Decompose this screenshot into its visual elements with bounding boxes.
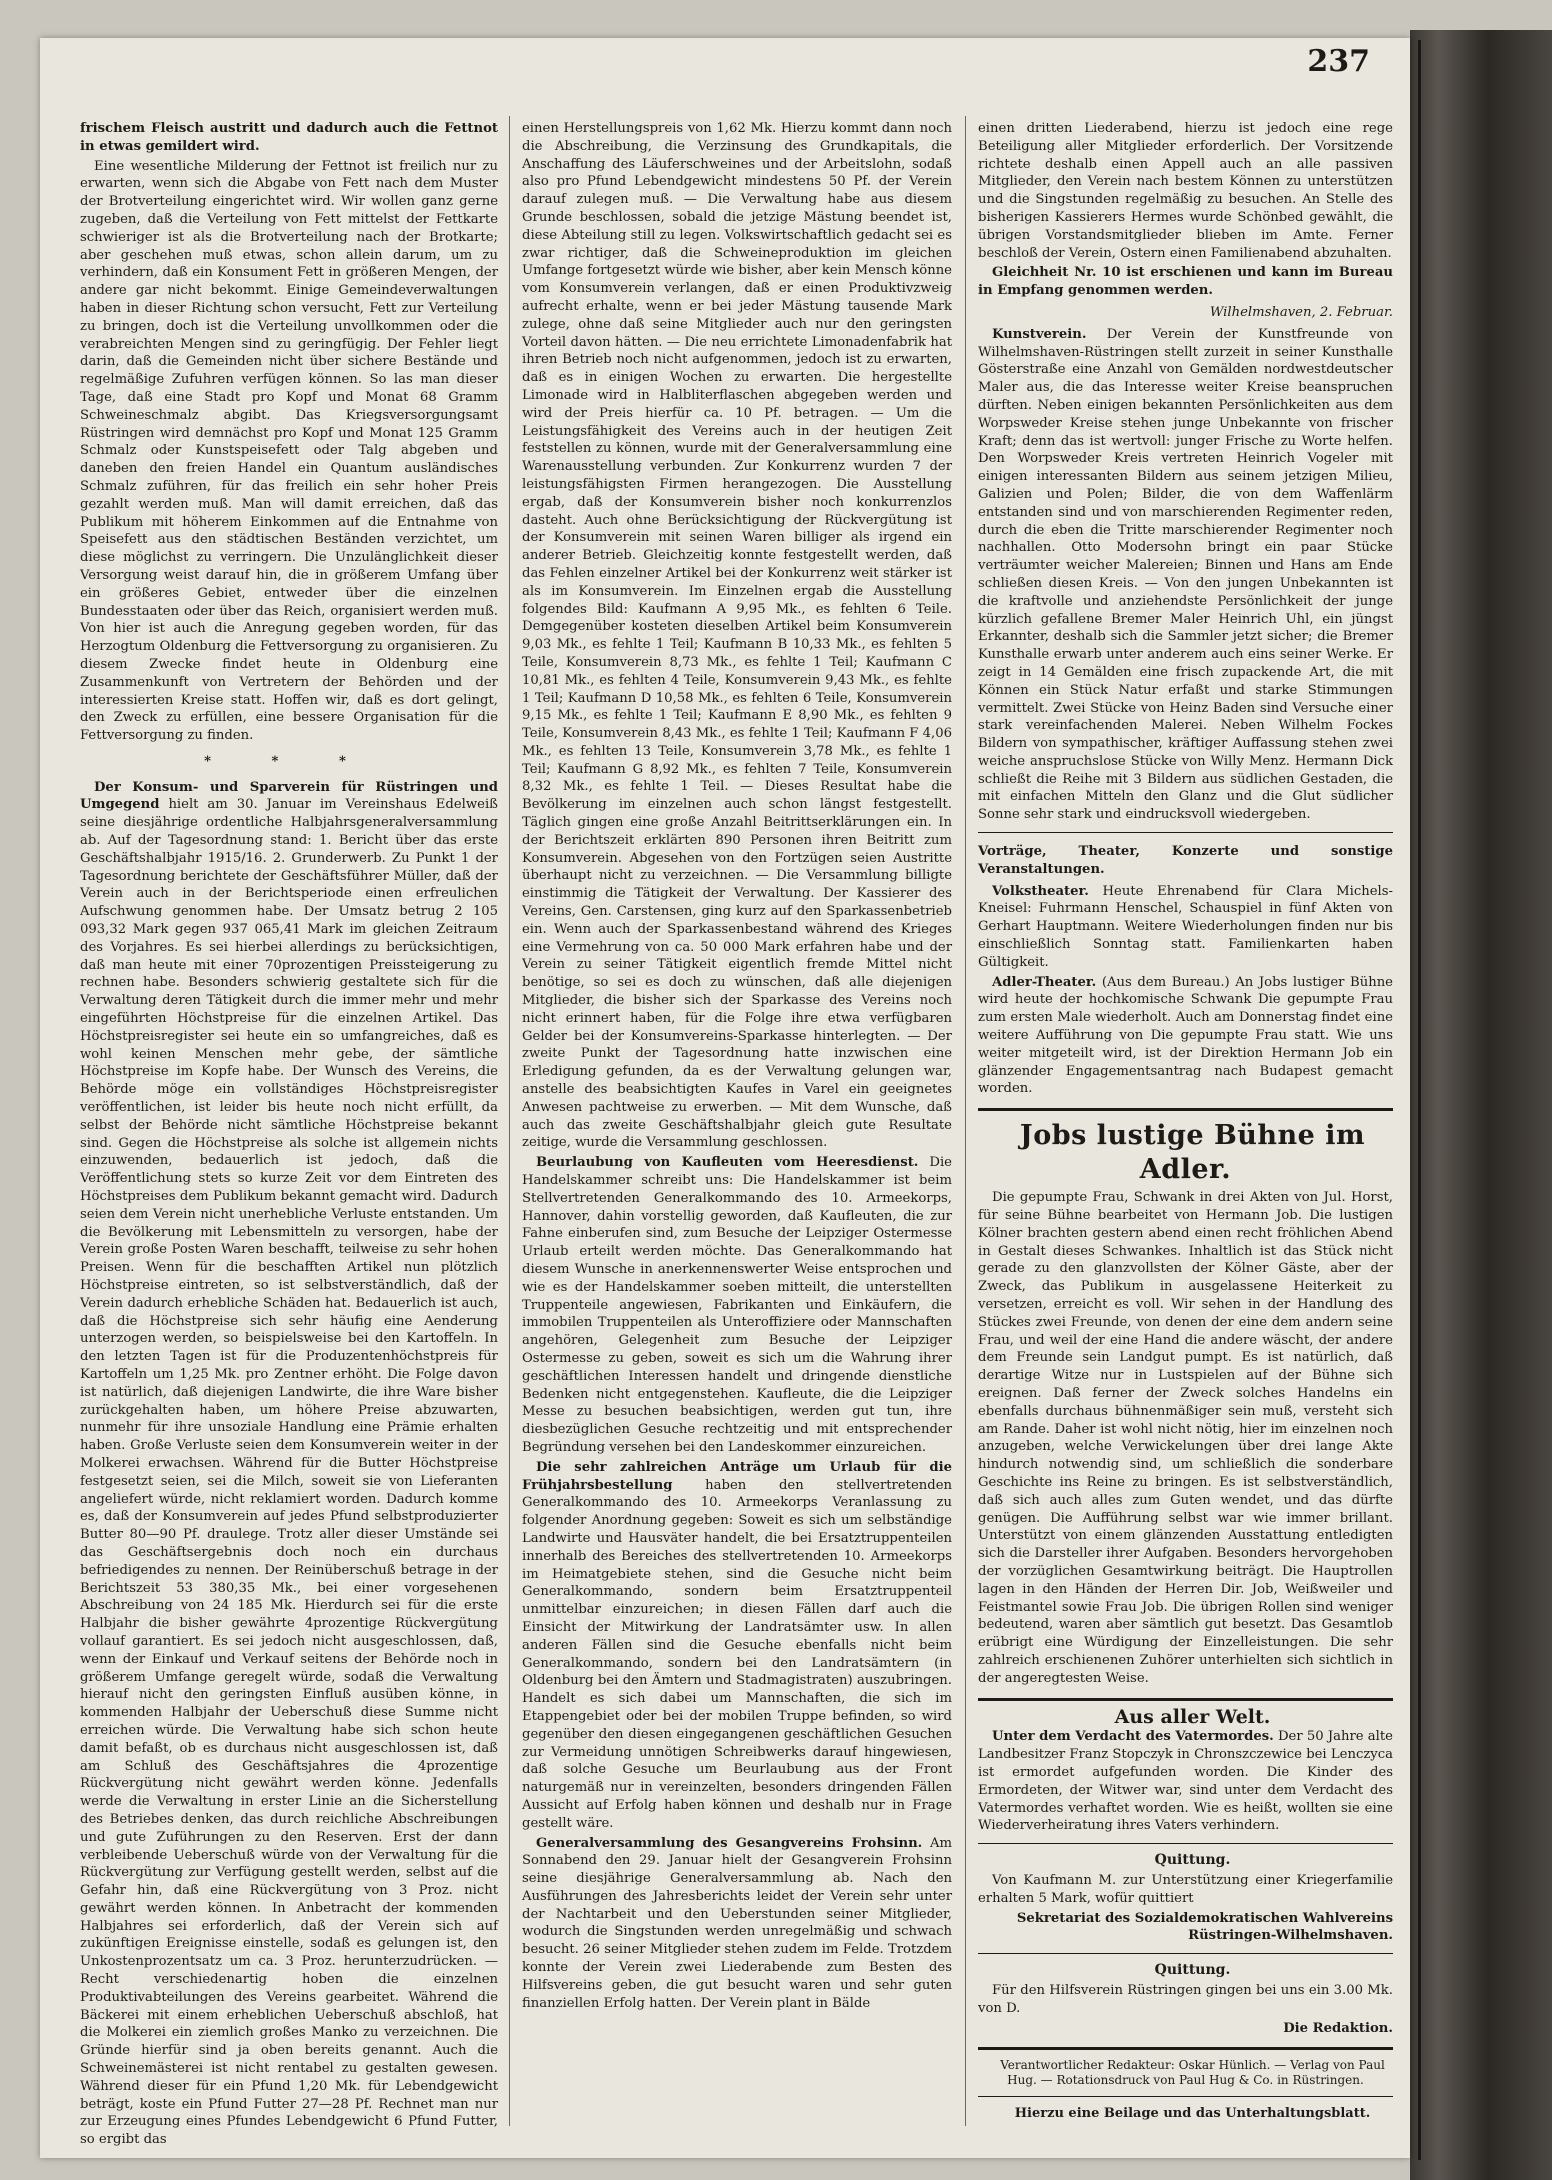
column-1 <box>80 120 498 2148</box>
article-text: einen Herstellungspreis von 1,62 Mk. Hierzu kommt dann noch die Abschreibung, die Verzinsung des Grundkapitals, die Anschaffung des Läuferschweines und der Arbeitslohn, sodaß also pro Pfund Lebendgewicht mindestens 50 Pf. der Verein darauf zulegen muß. — Die Verwaltung habe aus diesem Grunde beschlossen, sobald die jetzige Mästung beendet ist, diese Abteilung still zu legen. Volkswirtschaftlich gedacht sei es zwar richtiger, daß die Schweineproduktion im gleichen Umfange fortgesetzt würde wie bisher, aber kein Mensch könne vom Konsumverein verlangen, daß er einen Produktivzweig aufrecht erhalte, wenn er bei jeder Mästung tausende Mark zulege, ohne daß seine Mitglieder auch nur den geringsten Vorteil davon hätten. — Die neu errichtete Limonadenfabrik hat ihren Betrieb noch nicht aufgenommen, jedoch ist zu erwarten, daß es in einigen Wochen zu erwarten. Die hergestellte Limonade wird in Halbliterflaschen abgegeben werden und wird der Preis hierfür ca. 10 Pf. betragen. — Um die Leistungsfähigkeit des Vereins auch in der heutigen Zeit feststellen zu können, wurde mit der Generalversammlung eine Warenausstellung verbunden. Zur Konkurrenz wurden 7 der leistungsfähigsten Firmen herangezogen. Die Ausstellung ergab, daß der Konsumverein bisher noch konkurrenzlos dasteht. Auch ohne Berücksichtigung der Rückvergütung ist der Konsumverein mit seinen Waren billiger als irgend ein anderer Betrieb. Gleichzeitig konnte festgestellt werden, daß das Fehlen einzelner Artikel bei der Konkurrenz weit stärker ist als im Konsumverein. Im Einzelnen ergab die Ausstellung folgendes Bild: Kaufmann A 9,95 Mk., es fehlten 6 Teile. Demgegenüber kosteten dieselben Artikel beim Konsumverein 9,03 Mk., es fehlte 1 Teil; Kaufmann B 10,33 Mk., es fehlten 5 Teile, Konsumverein 8,73 Mk., es fehlte 1 Teil; Kaufmann C 10,81 Mk., es fehlten 4 Teile, Konsumverein 9,43 Mk., es fehlte 1 Teil; Kaufmann D 10,58 Mk., es fehlten 6 Teile, Konsumverein 9,15 Mk., es fehlte 1 Teil; Kaufmann E 8,90 Mk., es fehlten 9 Teile, Konsumverein 8,43 Mk., es fehlte 1 Teil; Kaufmann F 4,06 Mk., es fehlten 13 Teile, Konsumverein 3,78 Mk., es fehlte 1 Teil; Kaufmann G 8,92 Mk., es fehlten 7 Teile, Konsumverein 8,32 Mk., es fehlte 1 Teil. — Dieses Resultat habe die Bevölkerung im einzelnen auch schon längst festgestellt. Täglich gingen eine große Anzahl Beitrittserklärungen ein. In der Berichtszeit erklärten 890 Personen ihren Beitritt zum Konsumverein. Abgesehen von den Fortzügen seien Austritte überhaupt nicht zu verzeichnen. — Die Versammlung billigte einstimmig die Tätigkeit der Verwaltung. Der Kassierer des Vereins, Gen. Carstensen, ging kurz auf den Sparkassenbetrieb ein. Wenn auch der Sparkassenbestand während des Krieges eine Vermehrung von ca. 50 000 Mark erfahren habe und der Verein zu seiner Tätigkeit eigentlich fremde Mittel nicht benötige, so sei es doch zu wünschen, daß alle diejenigen Mitglieder, die bisher sich der Sparkasse des Vereins noch nicht erinnert haben, für die Folge ihre etwa verfügbaren Gelder bei der Konsumvereins-Sparkasse hinterlegten. — Der zweite Punkt der Tagesordnung hatte inzwischen eine Erledigung gefunden, da es der Verwaltung gelungen war, anstelle des beabsichtigten Kaufes in Varel ein geeignetes Anwesen pachtweise zu erwerben. — Mit dem Wunsche, daß auch das zweite Geschäftshalbjahr gleich gute Resultate zeitige, wurde die Versammlung geschlossen. <box>522 121 952 1151</box>
article-heading: Volkstheater. <box>992 883 1089 899</box>
article-text: Die Handelskammer schreibt uns: Die Handelskammer ist beim Stellvertretenden Generalkommando des 10. Armeekorps, Hannover, dahin vorstellig geworden, daß Kaufleuten, die zur Fahne einberufen sind, zum Besuche der Leipziger Ostermesse Urlaub erteilt werden möchte. Das Generalkommando hat diesem Wunsche in anerkennenswerter Weise entsprochen und wie es der Handelskammer soeben mitteilt, die unterstellten Truppenteile angewiesen, Fabrikanten und Einkäufern, die immobilen Truppenteilen als Unteroffiziere oder Mannschaften angehören, Gelegenheit zum Besuche der Leipziger Ostermesse zu geben, soweit es sich um die Wahrung ihrer geschäftlichen Interessen handelt und dringende dienstliche Bedenken nicht entgegenstehen. Kaufleute, die die Leipziger Messe zu besuchen beabsichtigen, werden gut tun, ihre diesbezüglichen Gesuche rechtzeitig und mit entsprechender Begründung versehen bei den Landeskommer einzureichen. <box>522 1155 952 1455</box>
article-heading: Unter dem Verdacht des Vatermordes. <box>992 1729 1274 1745</box>
article-heading: Die sehr zahlreichen Anträge um Urlaub für die Frühjahrsbestellung <box>522 1459 952 1493</box>
receipt-text: Für den Hilfsverein Rüstringen gingen bei uns ein 3.00 Mk. von D. <box>978 1982 1393 2016</box>
article-text: Der Verein der Kunstfreunde von Wilhelmshaven-Rüstringen stellt zurzeit in seiner Kunsthalle Gösterstraße eine Anzahl von Gemälden nordwestdeutscher Maler aus, die das Interesse weiter Kreise beanspruchen dürften. Neben einigen bekannten Persönlichkeiten aus dem Worpsweder Kreise stehen junge Unbekannte von frischer Kraft; denn das ist wertvoll: junger Frische zu Worte helfen. Den Worpsweder Kreis vertreten Heinrich Vogeler mit einigen interessanten Bildern aus seinem jetzigen Milieu, Galizien und Polen; Bilder, die von dem Waffenlärm entstanden sind und von marschierenden Regimenter reden, durch die eben die Tritte marschierender Regimenter noch nachhallen. Otto Modersohn bringt ein paar Stücke verträumter weicher Malereien; Binnen und Hans am Ende schließen diesen Kreis. — Von den jungen Unbekannten ist die kraftvolle und anziehendste Persönlichkeit der junge kürzlich gefallene Bremer Maler Heinrich Uhl, ein jüngst Erkannter, deshalb sich die Sammler jetzt sicher; die Bremer Kunsthalle erwarb unter anderem auch eins seiner Werke. Er zeigt in 14 Gemälden eine frisch zupackende Art, die mit Können ein Stück Natur erfaßt und starke Stimmungen vermittelt. Zwei Stücke von Heinz Baden sind Versuche einer stark vereinfachenden Malerei. Neben Wilhelm Fockes Bildern von sympathischer, kräftiger Auffassung stehen zwei weiche anspruchslose Stücke von Willy Menz. Hermann Dick schließt die Reihe mit 3 Bildern aus südlichen Gestaden, die mit einfachen Mitteln den Glanz und die Glut südlicher Sonne sehr stark und eindrucksvoll wiedergeben. <box>978 326 1394 823</box>
column-rule-1 <box>509 116 510 2126</box>
book-spine <box>1410 30 1552 2180</box>
notice-text: Gleichheit Nr. 10 ist erschienen und kann im Bureau in Empfang genommen werden. <box>978 265 1393 299</box>
article-text: hielt am 30. Januar im Vereinshaus Edelweiß seine diesjährige ordentliche Halbjahrsgeneralversammlung ab. Auf der Tagesordnung stand: 1. Bericht über das erste Geschäftshalbjahr 1915/16. 2. Grunderwerb. Zu Punkt 1 der Tagesordnung berichtete der Geschäftsführer Müller, daß der Verein auch in der Berichtsperiode einen erfreulichen Aufschwung genommen habe. Der Umsatz betrug 2 105 093,32 Mark gegen 937 065,41 Mark im gleichen Zeitraum des Vorjahres. Es sei hierbei allerdings zu berücksichtigen, daß man heute mit einer 70prozentigen Preissteigerung zu rechnen habe. Besonders schwierig gestaltete sich für die Verwaltung deren Tätigkeit durch die immer mehr und mehr eingeführten Höchstpreise für die einzelnen Artikel. Das Höchstpreisregister sei heute ein so umfangreiches, daß es wohl keinen Menschen mehr gebe, der sämtliche Höchstpreise im Kopfe habe. Der Wunsch des Vereins, die Behörde möge ein vollständiges Höchstpreisregister veröffentlichen, ist leider bis heute noch nicht erfüllt, da selbst der Behörde nicht sämtliche Höchstpreise bekannt sind. Gegen die Höchstpreise als solche ist allgemein nichts einzuwenden, bedauerlich ist jedoch, daß die Veröffentlichung stets so kurze Zeit vor dem Eintreten des Höchstpreises dem Publikum bekannt gemacht wird. Dadurch seien dem Verein nicht unerhebliche Verluste entstanden. Um die Bevölkerung mit Lebensmitteln zu versorgen, habe der Verein große Posten Waren beschafft, teilweise zu sehr hohen Preisen. Wenn für die beschafften Artikel nun plötzlich Höchstpreise eintreten, so ist selbstverständlich, daß der Verein dadurch erhebliche Schäden hat. Bedauerlich ist auch, daß die Höchstpreise sich sehr häufig eine Aenderung unterzogen werden, so beispielsweise bei den Kartoffeln. In den letzten Tagen ist für die Produzentenhöchstpreis für Kartoffeln um 1,25 Mk. pro Zentner erhöht. Die Folge davon ist natürlich, daß diejenigen Landwirte, die ihre Ware bisher zurückgehalten haben, um höhere Preise abzuwarten, nunmehr für ihre unsoziale Handlung eine Prämie erhalten haben. Große Verluste seien dem Konsumverein weiter in der Molkerei erwachsen. Während für die Butter Höchstpreise festgesetzt seien, sei die Milch, soweit sie von Lieferanten angeliefert würde, nicht reklamiert worden. Dadurch komme es, daß der Konsumverein auf jedes Pfund selbstproduzierter Butter 80—90 Pf. draulege. Trotz aller dieser Umstände sei das Geschäftsergebnis doch noch ein durchaus befriedigendes zu nennen. Der Reinüberschuß betrage in der Berichtszeit 53 380,35 Mk., bei einer vorgesehenen Abschreibung von 24 185 Mk. Hierdurch sei für die erste Halbjahr die bisher gewährte 4prozentige Rückvergütung vollauf garantiert. Es sei jedoch nicht ausgeschlossen, daß, wenn der Einkauf und Verkauf seitens der Behörde noch in größerem Umfange geregelt würde, sodaß die Verwaltung hierauf nicht den geringsten Einfluß ausüben könne, in kommenden Halbjahr der Ueberschuß diese Summe nicht erreichen würde. Die Verwaltung habe sich schon heute damit befaßt, ob es durchaus nicht ausgeschlossen ist, daß am Schluß des Geschäftsjahres die 4prozentige Rückvergütung nicht gewährt werden könne. Jedenfalls werde die Verwaltung in erster Linie an die Sicherstellung des Betriebes denken, das durch reichliche Abschreibungen und gute Zuführungen zu den Reserven. Erst der dann verbleibende Ueberschuß würde von der Verwaltung für die Rückvergütung zur Verfügung gestellt werden, selbst auf die Gefahr hin, daß eine Rückvergütung von 3 Proz. nicht gewährt werden können. In Anbetracht der kommenden Halbjahres sei erforderlich, daß der Verein sich auf zukünftigen Ereignisse einstelle, sodaß es gelungen ist, den Unkostenprozentsatz um ca. 3 Proz. herunterzudrücken. — Recht verschiedenartig hoben die einzelnen Produktivabteilungen des Vereins gearbeitet. Während die Bäckerei mit einem erheblichen Ueberschuß abschloß, hat die Molkerei ein ziemlich großes Manko zu verzeichnen. Die Gründe hierfür sind ja oben bereits genannt. Auch die Schweinemästerei ist nicht rentabel zu gestalten gewesen. Während dieser für ein Pfund 1,20 Mk. für Lebendgewicht beträgt, koste ein Pfund Futter 27—28 Pf. Rechnet man nur zur Erzeugung eines Pfundes Lebendgewicht 6 Pfund Futter, so ergibt das <box>80 797 498 2148</box>
divider <box>978 1843 1393 1844</box>
column-rule-2 <box>965 116 966 2126</box>
receipt-signature: Sekretariat des Sozialdemokratischen Wahlvereins Rüstringen-Wilhelmshaven. <box>1016 1910 1393 1944</box>
divider <box>978 2096 1393 2097</box>
article-text: haben den stellvertretenden Generalkommando des 10. Armeekorps Veranlassung zu folgender Anordnung gegeben: Soweit es sich um selbständige Landwirte und Hausväter handelt, die bei Ersatztruppenteilen innerhalb des Bereiches des stellvertretenden 10. Armeekorps im Heimatgebiete stehen, sind die Gesuche nicht beim Generalkommando, sondern beim Ersatztruppenteil unmittelbar einzureichen; in diesen Fällen darf auch die Einsicht der Mitwirkung der Landratsämter usw. In allen anderen Fällen sind die Gesuche ebenfalls nicht beim Generalkommando, sondern bei den Landratsämtern (in Oldenburg bei den Ämtern und Stadmagistraten) auszubringen. Handelt es sich dabei um Mannschaften, die sich im Etappengebiet oder bei der mobilen Truppe befinden, so wird gegenüber den diesen eingegangenen geschäftlichen Gesuchen zur Vermeidung unnötigen Schreibwerks darauf hingewiesen, daß solche Gesuche um Beurlaubung aus der Front naturgemäß nur in vereinzelten, besonders dringenden Fällen Aussicht auf Erfolg haben können und deshalb nur in Frage gestellt wäre. <box>522 1477 952 1831</box>
article-text: frischem Fleisch austritt und dadurch auch die Fettnot in etwas gemildert wird. <box>80 121 498 154</box>
receipt-title: Quittung. <box>1154 1962 1231 1979</box>
article-text: Der 50 Jahre alte Landbesitzer Franz Stopczyk in Chronszczewice bei Lenczyca ist ermordet aufgefunden worden. Die Kinder des Ermordeten, der Witwer war, sind unter dem Verdacht des Vatermordes verhaftet worden. Wie es heißt, wollten sie eine Wiederverheiratung ihres Vaters verhindern. <box>978 1729 1393 1834</box>
article-text: (Aus dem Bureau.) An Jobs lustiger Bühne wird heute der hochkomische Schwank Die gepumpte Frau zum ersten Male wiederholt. Auch am Donnerstag findet eine weitere Aufführung von Die gepumpte Frau statt. Wie uns weiter mitgeteilt wird, ist der Direktion Hermann Job ein glänzender Engagementsantrag nach Budapest gemacht worden. <box>978 974 1393 1097</box>
article-text: Eine wesentliche Milderung der Fettnot ist freilich nur zu erwarten, wenn sich die Abgabe von Fett nach dem Muster der Brotverteilung eingerichtet wird. Wir wollen ganz gerne zugeben, daß die Verteilung von Fett mittelst der Fettkarte schwieriger ist als die Brotverteilung nach der Brotkarte; aber geschehen muß etwas, schon allein darum, um zu verhindern, daß ein Konsument Fett in größeren Mengen, der andere gar nicht bekommt. Einige Gemeindeverwaltungen haben in dieser Richtung schon versucht, Fett zur Verteilung zu bringen, doch ist die Verteilung unvollkommen oder die verabreichten Mengen sind zu geringfügig. Der Fehler liegt darin, daß die Gemeinden nicht über sichere Bestände und regelmäßige Zufuhren verfügen können. So las man dieser Tage, daß eine Stadt pro Kopf und Monat 68 Gramm Schweineschmalz abgibt. Das Kriegsversorgungsamt Rüstringen wird demnächst pro Kopf und Monat 125 Gramm Schmalz oder Kunstspeisefett oder Talg abgeben und daneben den freien Handel ein Quantum ausländisches Schmalz zuführen, für das freilich ein sehr hoher Preis gezahlt werden muß. Man will damit erreichen, daß das Publikum mit höherem Einkommen auf die Entnahme von Speisefett aus den städtischen Beständen verzichtet, um diese möglichst zu verringern. Die Unzulänglichkeit dieser Versorgung weist darauf hin, die in größerem Umfang über ein größeres Gebiet, entweder über die einzelnen Bundesstaaten oder über das Reich, organisiert werden muß. Von hier ist auch die Anregung gegeben worden, für das Herzogtum Oldenburg die Fettversorgung zu organisieren. Zu diesem Zwecke findet heute in Oldenburg eine Zusammenkunft von Vertretern der Behörden und der interessierten Kreise statt. Hoffen wir, daß es dort gelingt, den Zweck zu erfüllen, eine bessere Organisation für die Fettversorgung zu finden. <box>80 158 498 744</box>
section-title: Aus aller Welt. <box>1114 1705 1271 1728</box>
divider <box>978 1698 1393 1701</box>
article-text: einen dritten Liederabend, hierzu ist jedoch eine rege Beteiligung aller Mitglieder erforderlich. Der Vorsitzende richtete deshalb einen Appell auch an alle passiven Mitglieder, den Verein nach bestem Können zu unterstützen und die Singstunden regelmäßig zu besuchen. An Stelle des bisherigen Kassierers Hermes wurde Schönbed gewählt, die übrigen Vorstandsmitglieder blieben im Amte. Ferner beschloß der Verein, Ostern einen Familienabend abzuhalten. <box>978 121 1393 261</box>
divider <box>978 2047 1393 2050</box>
article-text: Heute Ehrenabend für Clara Michels-Kneisel: Fuhrmann Henschel, Schauspiel in fünf Akten von Gerhart Hauptmann. Weitere Wiederholungen finden nur bis einschließlich Sonntag statt. Familienkarten haben Gültigkeit. <box>978 883 1393 970</box>
newspaper-page <box>40 38 1410 2158</box>
article-text: Am Sonnabend den 29. Januar hielt der Gesangverein Frohsinn seine diesjährige Generalversammlung ab. Nach den Ausführungen des Jahresberichts leidet der Verein sehr unter der Nachtarbeit und den Ueberstunden seiner Mitglieder, wodurch die Singstunden werden unregelmäßig und schwach besucht. 26 seiner Mitglieder stehen zudem im Felde. Trotzdem konnte der Verein zwei Liederabende zum Besten des Hilfsvereins geben, die gut besucht waren und sehr guten finanziellen Erfolg hatten. Der Verein plant in Bälde <box>522 1835 952 2011</box>
divider <box>978 1108 1393 1111</box>
column-2 <box>522 120 952 2130</box>
article-heading: Der Konsum- und Sparverein für Rüstringen und Umgegend <box>80 779 498 813</box>
column-3 <box>978 120 1393 2130</box>
divider <box>978 1953 1393 1954</box>
article-text: Die gepumpte Frau, Schwank in drei Akten von Jul. Horst, für seine Bühne bearbeitet von Hermann Job. Die lustigen Kölner brachten gestern abend einen recht fröhlichen Abend in Gestalt dieses Schwankes. Inhaltlich ist das Stück nicht gerade zu den glanzvollsten der Kölner Gäste, aber der Zweck, das Publikum in ausgelassene Heiterkeit zu versetzen, erreicht es voll. Wir sehen in der Handlung des Stückes zwei Freunde, von denen der eine dem andern seine Frau, und weil der eine Hand die andere wäscht, der andere dem Freunde sein Landgut pumpt. Es ist natürlich, daß derartige Witze nur in Lustspielen auf der Bühne sich ereignen. Daß ferner der Zweck solches Handelns ein ebenfalls durchaus bühnenmäßiger sein muß, versteht sich am Rande. Daher ist wohl nicht nötig, hier im einzelnen noch anzugeben, welche Verwickelungen über drei lange Akte hindurch notwendig sind, um schließlich die sonderbare Geschichte ins Reine zu bringen. Es ist selbstverständlich, daß sich auch alles zum Guten wendet, und das dürfte genügen. Die Aufführung selbst war wie immer brillant. Unterstützt von einem glänzenden Ausstattung entledigten sich die Darsteller ihrer Aufgaben. Besonders hervorgehoben der vorzüglichen Gesamtwirkung beiträgt. Die Hauptrollen lagen in den Händen der Herren Dir. Job, Weißweiler und Feistmantel sowie Frau Job. Die übrigen Rollen sind weniger bedeutend, waren aber sämtlich gut besetzt. Das Gesamtlob erübrigt eine Würdigung der Einzelleistungen. Die sehr zahlreich erschienenen Zuhörer unterhielten sich sichtlich in der angeregtesten Weise. <box>978 1190 1393 1686</box>
section-divider: * * * <box>204 753 374 769</box>
article-heading: Adler-Theater. <box>992 974 1097 990</box>
divider <box>978 832 1393 833</box>
section-heading: Vorträge, Theater, Konzerte und sonstige Veranstaltungen. <box>978 844 1393 877</box>
imprint: Verantwortlicher Redakteur: Oskar Hünlich. — Verlag von Paul Hug. — Rotationsdruck von Paul Hug & Co. in Rüstringen. <box>1000 2058 1385 2088</box>
receipt-text: Von Kaufmann M. zur Unterstützung einer Kriegerfamilie erhalten 5 Mark, wofür quittiert <box>978 1872 1393 1906</box>
article-heading: Generalversammlung des Gesangvereins Frohsinn. <box>536 1835 923 1851</box>
receipt-signature: Die Redaktion. <box>1283 2020 1393 2036</box>
binding-edge <box>1418 40 1421 2160</box>
page-number: 237 <box>1307 44 1370 79</box>
feature-title: Jobs lustige Bühne im Adler. <box>1019 1120 1366 1186</box>
article-heading: Beurlaubung von Kaufleuten vom Heeresdienst. <box>536 1155 919 1171</box>
article-heading: Kunstverein. <box>992 326 1087 342</box>
dateline: Wilhelmshaven, 2. Februar. <box>1209 304 1393 320</box>
supplement-note: Hierzu eine Beilage und das Unterhaltungsblatt. <box>1014 2106 1371 2122</box>
receipt-title: Quittung. <box>1154 1852 1231 1869</box>
